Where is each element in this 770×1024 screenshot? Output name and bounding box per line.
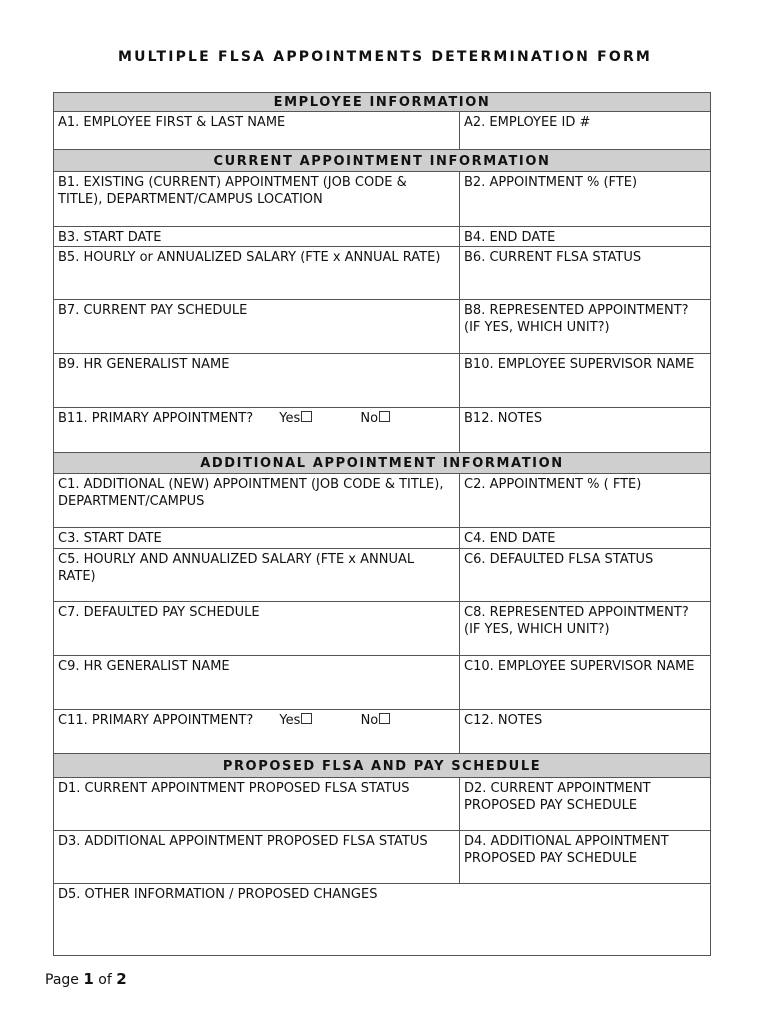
- field-c12-notes[interactable]: C12. NOTES: [460, 710, 711, 754]
- b11-yes-option[interactable]: [279, 410, 312, 427]
- field-d4-additional-proposed-pay[interactable]: D4. ADDITIONAL APPOINTMENT PROPOSED PAY SCHEDULE: [460, 831, 711, 884]
- field-a2-employee-id[interactable]: A2. EMPLOYEE ID #: [460, 112, 711, 150]
- section-header-current: CURRENT APPOINTMENT INFORMATION: [54, 150, 711, 172]
- b11-yes-label: Yes: [279, 411, 301, 426]
- c11-yes-label: Yes: [279, 713, 301, 728]
- field-c6-defaulted-flsa-status[interactable]: C6. DEFAULTED FLSA STATUS: [460, 549, 711, 602]
- field-b12-notes[interactable]: B12. NOTES: [460, 408, 711, 453]
- field-c1-additional-appointment[interactable]: C1. ADDITIONAL (NEW) APPOINTMENT (JOB CODE & TITLE), DEPARTMENT/CAMPUS: [54, 474, 460, 528]
- field-d3-additional-proposed-flsa[interactable]: D3. ADDITIONAL APPOINTMENT PROPOSED FLSA STATUS: [54, 831, 460, 884]
- section-header-employee: EMPLOYEE INFORMATION: [54, 93, 711, 112]
- field-d2-current-proposed-pay[interactable]: D2. CURRENT APPOINTMENT PROPOSED PAY SCHEDULE: [460, 778, 711, 831]
- field-c5-salary[interactable]: C5. HOURLY AND ANNUALIZED SALARY (FTE x ANNUAL RATE): [54, 549, 460, 602]
- field-b9-hr-generalist[interactable]: B9. HR GENERALIST NAME: [54, 354, 460, 408]
- field-b1-existing-appointment[interactable]: B1. EXISTING (CURRENT) APPOINTMENT (JOB CODE & TITLE), DEPARTMENT/CAMPUS LOCATION: [54, 172, 460, 227]
- field-b5-salary[interactable]: B5. HOURLY or ANNUALIZED SALARY (FTE x ANNUAL RATE): [54, 247, 460, 300]
- b11-no-label: No: [360, 411, 379, 426]
- field-b7-pay-schedule[interactable]: B7. CURRENT PAY SCHEDULE: [54, 300, 460, 354]
- field-a1-employee-name[interactable]: A1. EMPLOYEE FIRST & LAST NAME: [54, 112, 460, 150]
- field-d5-other-information[interactable]: D5. OTHER INFORMATION / PROPOSED CHANGES: [54, 884, 711, 956]
- c11-no-checkbox[interactable]: [379, 713, 390, 724]
- of-label: of: [98, 972, 112, 988]
- c11-yes-checkbox[interactable]: [301, 713, 312, 724]
- field-b2-appointment-fte[interactable]: B2. APPOINTMENT % (FTE): [460, 172, 711, 227]
- c11-yes-option[interactable]: [279, 712, 312, 729]
- field-b4-end-date[interactable]: B4. END DATE: [460, 227, 711, 247]
- form-table: [53, 92, 711, 956]
- field-c3-start-date[interactable]: C3. START DATE: [54, 528, 460, 549]
- field-c11-primary-appointment: [54, 710, 460, 754]
- page-current: 1: [83, 970, 94, 988]
- c11-no-label: No: [360, 713, 379, 728]
- page-total: 2: [116, 970, 127, 988]
- field-c2-appointment-fte[interactable]: C2. APPOINTMENT % ( FTE): [460, 474, 711, 528]
- field-d1-current-proposed-flsa[interactable]: D1. CURRENT APPOINTMENT PROPOSED FLSA STATUS: [54, 778, 460, 831]
- field-b3-start-date[interactable]: B3. START DATE: [54, 227, 460, 247]
- field-c9-hr-generalist[interactable]: C9. HR GENERALIST NAME: [54, 656, 460, 710]
- field-c10-supervisor[interactable]: C10. EMPLOYEE SUPERVISOR NAME: [460, 656, 711, 710]
- c11-label: C11. PRIMARY APPOINTMENT?: [58, 713, 254, 728]
- field-c7-defaulted-pay-schedule[interactable]: C7. DEFAULTED PAY SCHEDULE: [54, 602, 460, 656]
- page-footer: [45, 970, 127, 988]
- page-label: Page: [45, 972, 79, 988]
- c11-no-option[interactable]: [361, 712, 391, 729]
- field-b8-represented-appointment[interactable]: B8. REPRESENTED APPOINTMENT? (IF YES, WHICH UNIT?): [460, 300, 711, 354]
- b11-yes-checkbox[interactable]: [301, 411, 312, 422]
- field-b6-flsa-status[interactable]: B6. CURRENT FLSA STATUS: [460, 247, 711, 300]
- field-c4-end-date[interactable]: C4. END DATE: [460, 528, 711, 549]
- b11-no-option[interactable]: [360, 410, 390, 427]
- field-c8-represented-appointment[interactable]: C8. REPRESENTED APPOINTMENT? (IF YES, WHICH UNIT?): [460, 602, 711, 656]
- b11-label: B11. PRIMARY APPOINTMENT?: [58, 411, 254, 426]
- field-b10-supervisor[interactable]: B10. EMPLOYEE SUPERVISOR NAME: [460, 354, 711, 408]
- section-header-proposed: PROPOSED FLSA AND PAY SCHEDULE: [54, 754, 711, 778]
- form-title: MULTIPLE FLSA APPOINTMENTS DETERMINATION FORM: [117, 49, 653, 65]
- section-header-additional: ADDITIONAL APPOINTMENT INFORMATION: [54, 453, 711, 474]
- b11-no-checkbox[interactable]: [379, 411, 390, 422]
- field-b11-primary-appointment: [54, 408, 460, 453]
